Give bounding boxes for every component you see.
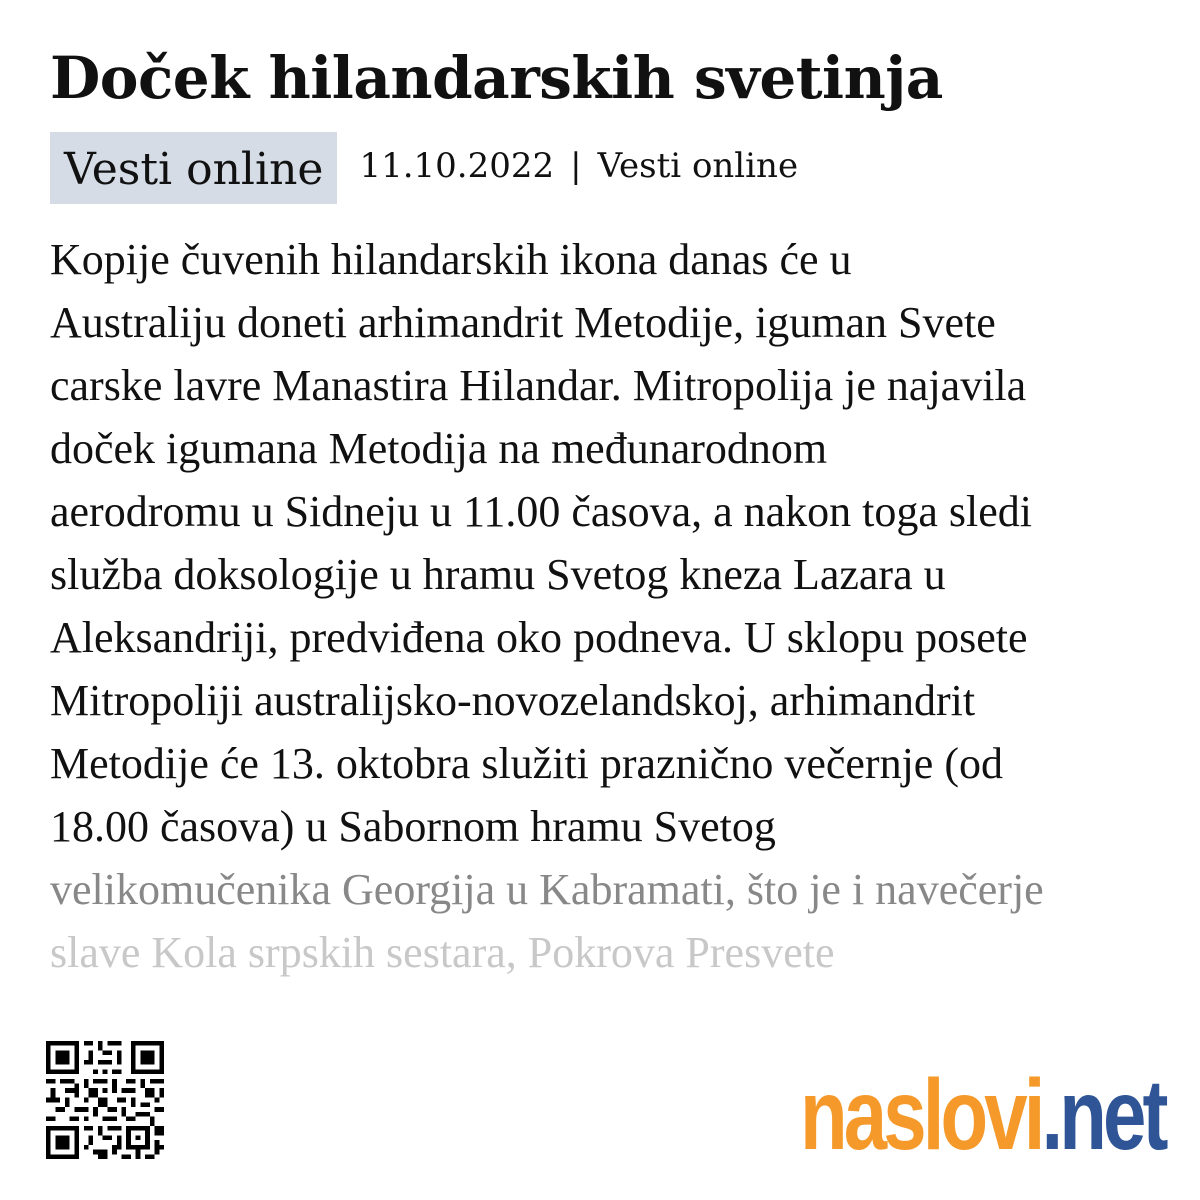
body-line: 18.00 časova) u Sabornom hramu Svetog	[50, 802, 776, 851]
body-line: Kopije čuvenih hilandarskih ikona danas će u	[50, 235, 852, 284]
qr-code-icon[interactable]	[46, 1038, 164, 1162]
logo-part-naslovi: naslovi	[800, 1059, 1042, 1171]
logo-text	[800, 1060, 1165, 1170]
body-line: carske lavre Manastira Hilandar. Mitropolija je najavila	[50, 361, 1027, 410]
body-line: Australiju doneti arhimandrit Metodije, iguman Svete	[50, 298, 996, 347]
body-line-faded: slave Kola srpskih sestara, Pokrova Presvete	[50, 928, 835, 977]
source-badge[interactable]: Vesti online	[50, 132, 337, 204]
article-source[interactable]: Vesti online	[597, 146, 799, 186]
body-line: Metodije će 13. oktobra služiti praznično večernje (od	[50, 739, 1003, 788]
body-line-faded: velikomučenika Georgija u Kabramati, što je i navečerje	[50, 865, 1044, 914]
naslovi-logo[interactable]	[800, 1060, 1166, 1170]
body-line: Aleksandriji, predviđena oko podneva. U sklopu posete	[50, 613, 1028, 662]
article-meta	[50, 132, 798, 204]
body-line: služba doksologije u hramu Svetog kneza Lazara u	[50, 550, 946, 599]
body-line: doček igumana Metodija na međunarodnom	[50, 424, 828, 473]
meta-line	[359, 146, 798, 186]
body-line: Mitropoliji australijsko-novozelandskoj, arhimandrit	[50, 676, 976, 725]
logo-part-net: .net	[1041, 1059, 1165, 1171]
body-line: aerodromu u Sidneju u 11.00 časova, a nakon toga sledi	[50, 487, 1033, 536]
meta-separator: |	[570, 146, 582, 186]
article-title: Doček hilandarskih svetinja	[50, 44, 943, 112]
article-date: 11.10.2022	[359, 146, 555, 186]
article-body	[50, 228, 1160, 988]
